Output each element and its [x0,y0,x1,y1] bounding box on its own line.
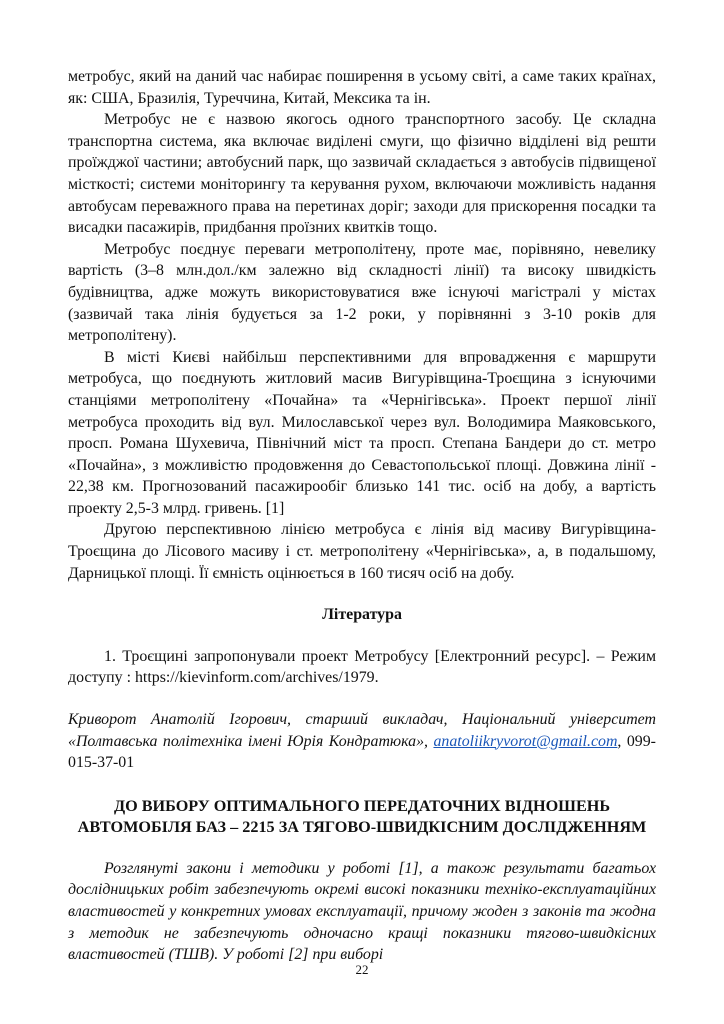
author-block [68,709,656,774]
paragraph-3: Метробус поєднує переваги метрополітену, проте має, порівняно, невелику вартість (3–8 млн.дол./км залежно від складності лінії) та високу швидкість будівництва, адже можуть використовуватися вже існуючі магістралі у містах (зазвичай така лінія будується за 1-2 роки, у порівнянні з 3-10 років для метрополітену). [68,240,656,345]
paragraph-2: Метробус не є назвою якогось одного транспортного засобу. Це складна транспортна система, яка включає виділені смуги, що фізично відділені від решти проїжджої частини; автобусний парк, що зазвичай складається з автобусів підвищеної місткості; системи моніторингу та керування рухом, включаючи можливість надання автобусам переважного права на перетинах доріг; заходи для прискорення посадки та висадки пасажирів, придбання проїзних квитків тощо. [68,111,656,237]
paragraph-4: В місті Києві найбільш перспективними для впровадження є маршрути метробуса, що поєднують житловий масив Вигурівщина-Троєщина з існуючими станціями метрополітену «Почайна» та «Чернігівська». Проект першої лінії метробуса проходить від вул. Милославської через вул. Володимира Маяковського, просп. Романа Шухевича, Північний міст та просп. Степана Бандери до ст. метро «Почайна», з можливістю продовження до Севастопольської площі. Довжина лінії - 22,38 км. Прогнозований пасажирообіг близько 141 тис. осіб на добу, а вартість проекту 2,5-3 млрд. гривень. [1] [68,348,656,517]
references-heading: Література [322,606,402,624]
author-phone: 099-015-37-01 [68,732,656,772]
paragraph-5: Другою перспективною лінією метробуса є лінія від масиву Вигурівщина-Троєщина до Лісового масиву і ст. метрополітену «Чернігівська», а, в подальшому, Дарницької площі. Її ємність оцінюється в 160 тисяч осіб на добу. [68,521,656,582]
author-email-link[interactable]: anatoliikryvorot@gmail.com [433,732,618,750]
page-number: 22 [355,962,369,977]
page-content [68,66,656,966]
article-title: ДО ВИБОРУ ОПТИМАЛЬНОГО ПЕРЕДАТОЧНИХ ВІДНОШЕНЬ АВТОМОБІЛЯ БАЗ – 2215 ЗА ТЯГОВО-ШВИДКІСНИМ ДОСЛІДЖЕННЯМ [77,796,647,836]
author-info: Криворот Анатолій Ігорович, старший викладач, Національний університет «Полтавська політехніка імені Юрія Кондратюка», [68,711,656,750]
article-body: Розглянуті закони і методики у роботі [1], а також результати багатьох дослідницьких робіт забезпечують окремі високі показники техніко-експлуатаційних властивостей у конкретних умовах експлуатації, причому жоден з законів та жодна з методик не забезпечують одночасно кращі показники тягово-швидкісних властивостей (ТШВ). У роботі [2] при виборі [68,859,656,964]
paragraph-1: метробус, який на даний час набирає поширення в усьому світі, а саме таких країнах, як: США, Бразилія, Туреччина, Китай, Мексика та ін. [68,68,656,107]
author-separator: , [617,732,622,750]
reference-item: 1. Троєщині запропонували проект Метробусу [Електронний ресурс]. – Режим доступу : https://kievinform.com/archives/1979. [68,647,656,687]
